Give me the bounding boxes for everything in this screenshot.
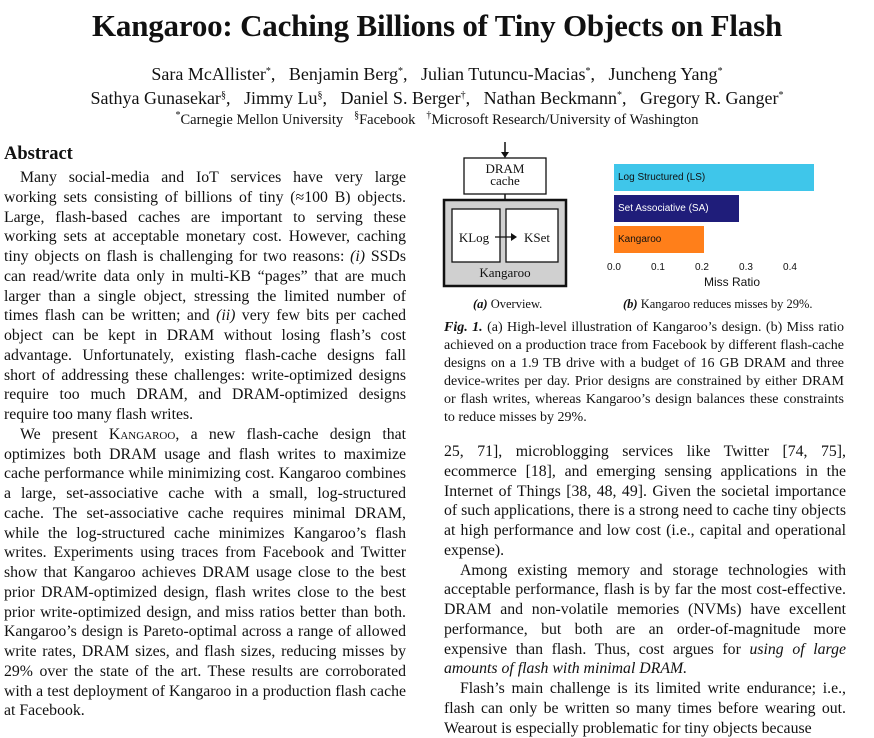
affiliation: Facebook <box>359 112 416 128</box>
subcaption-b: (b) Kangaroo reduces misses by 29%. <box>623 297 813 311</box>
x-tick-label: 0.3 <box>739 262 753 273</box>
paper-title: Kangaroo: Caching Billions of Tiny Objects on Flash <box>91 8 782 43</box>
author: Jimmy Lu <box>243 88 318 108</box>
abstract-body <box>4 168 406 721</box>
x-tick-label: 0.1 <box>651 262 665 273</box>
affiliation: Carnegie Mellon University <box>180 112 344 128</box>
x-axis-label: Miss Ratio <box>704 275 761 289</box>
author: Gregory R. Ganger <box>640 88 779 108</box>
bar-label: Kangaroo <box>618 234 662 245</box>
overview-diagram <box>440 142 574 292</box>
kangaroo-box-label: Kangaroo <box>479 265 531 280</box>
author: Julian Tutuncu-Macias <box>421 64 586 84</box>
author: Sathya Gunasekar <box>90 88 221 108</box>
x-tick-label: 0.0 <box>607 262 621 273</box>
body-paragraph: Flash’s main challenge is its limited write endurance; i.e., flash can only be written so many times before wearing out. Wearout is especially problematic for tiny objects because <box>444 680 846 737</box>
kset-label: KSet <box>524 230 550 245</box>
author: Nathan Beckmann <box>483 88 618 108</box>
body-paragraph: Among existing memory and storage technologies with acceptable performance, flash is by far the most cost-effective. DRAM and non-volatile memories (NVMs) have excellent performance, but both are an order-of-magnitude more expensive than flash. Thus, cost argues for using of large amounts of flash with minimal DRAM. <box>444 561 846 678</box>
abstract-paragraph: Many social-media and IoT services have very large working sets consisting of billions of tiny (≈100 B) objects. Large, flash-based caches are important to serving these working sets at acceptable monetary cost. However, caching tiny objects on flash is challenging for two reasons: (i) SSDs can read/write data only in multi-KB “pages” that are much larger than a single object, stressing the limited number of times flash can be written; and (ii) very few bits per cached object can be kept in DRAM without losing flash’s cost advantage. Unfortunately, existing flash-cache designs fall short of addressing these challenges: write-optimized designs require too much DRAM, and DRAM-optimized designs require too many flash writes. <box>4 169 406 423</box>
body-paragraph: 25, 71], microblogging services like Twitter [74, 75], ecommerce [18], and emerging sensing applications in the Internet of Things [38, 48, 49]. Given the societal importance of such applications, there is a strong need to cache tiny objects at high performance and low cost (i.e., capital and operational expense). <box>444 443 846 559</box>
body-text-right <box>444 442 846 738</box>
affiliations: *Carnegie Mellon University §Facebook †Microsoft Research/University of Washington <box>175 110 699 128</box>
bar-label: Log Structured (LS) <box>618 172 706 183</box>
author: Sara McAllister <box>151 64 266 84</box>
dram-label: DRAM <box>485 161 525 176</box>
figure-caption: Fig. 1. (a) High-level illustration of Kangaroo’s design. (b) Miss ratio achieved on a production trace from Facebook by different flash-cache designs on a 1.9 TB drive with a budget of 16 GB DRAM and three device-writes per day. Prior designs are constrained by either DRAM or flash writes, whereas Kangaroo’s design balances these constraints to reduce misses by 29%. <box>444 320 844 426</box>
author: Daniel S. Berger <box>340 88 461 108</box>
author: Benjamin Berg <box>288 64 399 84</box>
abstract-heading: Abstract <box>4 144 73 164</box>
author: Juncheng Yang <box>608 64 718 84</box>
bar-label: Set Associative (SA) <box>618 203 709 214</box>
affiliation: Microsoft Research/University of Washington <box>431 112 699 128</box>
x-tick-label: 0.2 <box>695 262 709 273</box>
author-line-2: Sathya Gunasekar§, Jimmy Lu§, Daniel S. Berger†, Nathan Beckmann*, Gregory R. Ganger* <box>90 88 784 108</box>
abstract-paragraph: We present Kangaroo, a new flash-cache design that optimizes both DRAM usage and flash writes to maximize cache performance while minimizing cost. Kangaroo combines a large, set-associative cache with a small, log-structured cache. The set-associative cache requires minimal DRAM, while the log-structured cache minimizes Kangaroo’s flash writes. Experiments using traces from Facebook and Twitter show that Kangaroo achieves DRAM usage close to the best prior DRAM-optimized design, flash writes close to the best prior write-optimized design, and miss ratios better than both. Kangaroo’s design is Pareto-optimal across a range of allowed write rates, DRAM sizes, and flash sizes, reducing misses by 29% over the state of the art. These results are corroborated with a test deployment of Kangaroo in a production flash cache at Facebook. <box>4 425 407 720</box>
subcaption-a: (a) Overview. <box>473 297 543 311</box>
miss-ratio-chart <box>604 158 836 298</box>
klog-label: KLog <box>458 230 490 245</box>
author-line-1: Sara McAllister*, Benjamin Berg*, Julian Tutuncu-Macias*, Juncheng Yang* <box>151 64 723 84</box>
cache-label: cache <box>490 173 520 188</box>
x-tick-label: 0.4 <box>783 262 797 273</box>
